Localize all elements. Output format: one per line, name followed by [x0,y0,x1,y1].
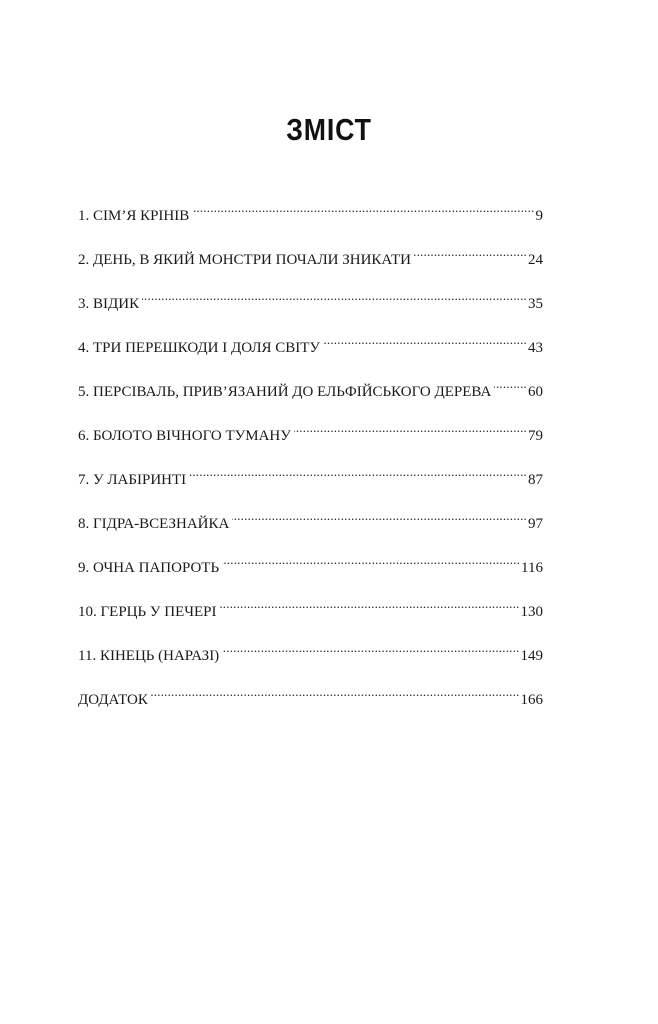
toc-entry-page: 35 [528,296,543,312]
toc-entry-label: 11. КІНЕЦЬ (НАРАЗІ) [78,648,220,664]
toc-dot-leader [494,372,527,396]
toc-entry-page: 149 [520,648,543,664]
toc-entry-page: 97 [528,516,543,532]
toc-entry-label: 1. СІМ’Я КРІНІВ [78,208,190,224]
toc-dot-leader [189,460,527,484]
toc-entry-label: 9. ОЧНА ПАПОРОТЬ [78,560,220,576]
toc-entry-page: 79 [528,428,543,444]
toc-entry-4 [78,328,543,372]
toc-entry-6 [78,416,543,460]
toc-dot-leader [323,328,527,352]
toc-entry-label: 6. БОЛОТО ВІЧНОГО ТУМАНУ [78,428,291,444]
toc-entry-page: 130 [520,604,543,620]
toc-entry-2 [78,240,543,284]
toc-entry-page: 166 [520,692,543,708]
toc-dot-leader [222,636,519,660]
toc-dot-leader [414,240,527,264]
page-title: ЗМІСТ [286,112,372,147]
toc-entry-appendix [78,680,543,724]
toc-entry-5 [78,372,543,416]
toc-dot-leader [294,416,527,440]
toc-entry-page: 9 [535,208,543,224]
toc-entry-page: 60 [528,384,543,400]
toc-entry-page: 43 [528,340,543,356]
toc-entry-label: 3. ВІДИК [78,296,140,312]
toc-entry-label: 8. ГІДРА-ВСЕЗНАЙКА [78,516,230,532]
toc-dot-leader [142,284,527,308]
toc-dot-leader [220,592,520,616]
toc-entry-7 [78,460,543,504]
toc-entry-3 [78,284,543,328]
toc-entry-page: 116 [521,560,543,576]
toc-dot-leader [151,680,520,704]
toc-entry-label: ДОДАТОК [78,692,148,708]
toc-entry-page: 24 [528,252,543,268]
table-of-contents [78,196,543,724]
toc-entry-label: 5. ПЕРСІВАЛЬ, ПРИВ’ЯЗАНИЙ ДО ЕЛЬФІЙСЬКОГО ДЕРЕВА [78,384,492,400]
toc-entry-label: 2. ДЕНЬ, В ЯКИЙ МОНСТРИ ПОЧАЛИ ЗНИКАТИ [78,252,411,268]
toc-dot-leader [192,196,534,220]
toc-entry-10 [78,592,543,636]
toc-dot-leader [222,548,520,572]
toc-dot-leader [232,504,527,528]
toc-entry-8 [78,504,543,548]
toc-entry-11 [78,636,543,680]
toc-entry-label: 10. ГЕРЦЬ У ПЕЧЕРІ [78,604,217,620]
toc-entry-label: 4. ТРИ ПЕРЕШКОДИ І ДОЛЯ СВІТУ [78,340,321,356]
toc-entry-9 [78,548,543,592]
toc-entry-1 [78,196,543,240]
toc-entry-page: 87 [528,472,543,488]
toc-entry-label: 7. У ЛАБІРИНТІ [78,472,187,488]
